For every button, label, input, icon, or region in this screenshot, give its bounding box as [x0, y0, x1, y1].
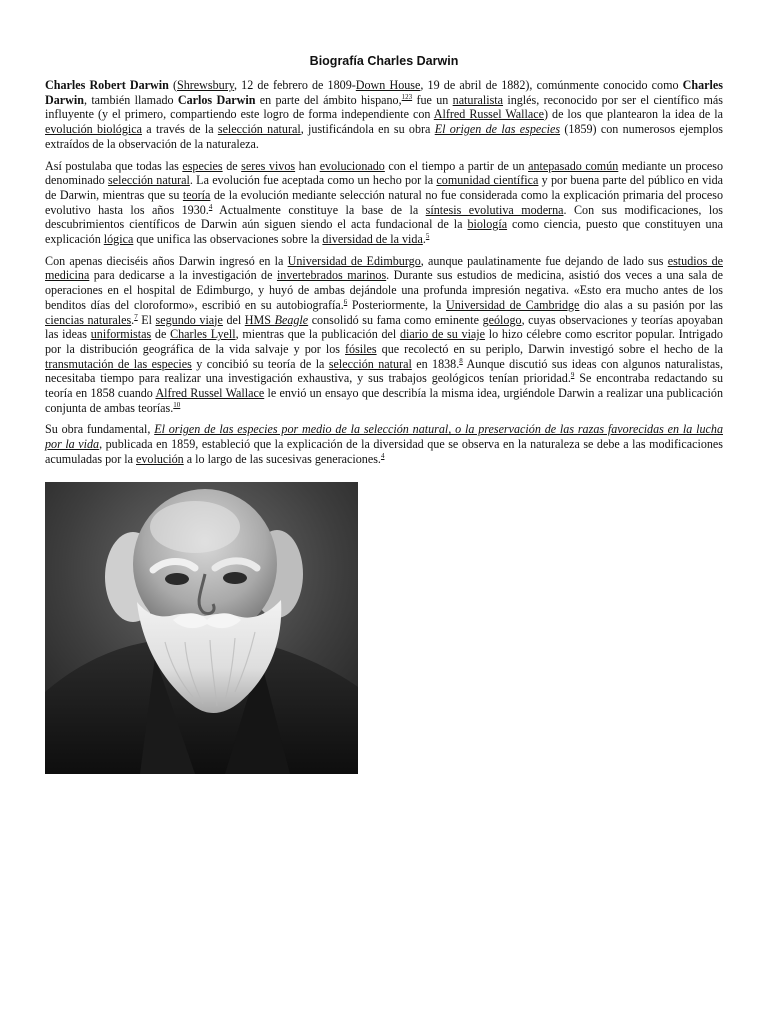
text: Posteriormente, la — [347, 297, 446, 312]
link-seleccion-natural[interactable]: selección natural — [328, 356, 412, 371]
text: Se encontraba redactando su teoría en 1858 cuando — [45, 371, 723, 401]
text: . Durante sus estudios de medicina, asistió dos veces a una sala de operaciones en el hospital de Edimburgo, y huyó de ambas dejándole una profunda impresión negativa. «Esto era mucho antes de los benditos días del cloroformo», escribió en su autobiografía. — [45, 268, 723, 312]
text: , publicada en 1859, estableció que la explicación de la diversidad que se observa en la naturaleza se debe a las modificaciones acumuladas por la — [45, 437, 723, 466]
paragraph-education — [45, 254, 723, 416]
paragraph-work — [45, 422, 723, 466]
footnote-ref[interactable]: 4 — [208, 202, 213, 211]
link-diario-viaje[interactable]: diario de su viaje — [399, 327, 486, 342]
text: , 12 de febrero de 1809- — [234, 78, 356, 92]
footnote-ref[interactable]: 10 — [173, 400, 181, 409]
text: Aunque discutió sus ideas con algunos naturalistas, necesitaba tiempo para realizar una investigación exhaustiva, y sus trabajos geológicos tenían prioridad. — [45, 356, 723, 386]
text: de — [151, 327, 171, 342]
link-segundo-viaje[interactable]: segundo viaje — [155, 312, 223, 327]
link-seres-vivos[interactable]: seres vivos — [241, 158, 296, 173]
footnote-ref[interactable]: 4 — [380, 451, 385, 460]
text: en parte del ámbito hispano, — [255, 92, 402, 107]
paragraph-evolution — [45, 159, 723, 247]
link-alfred-russel-wallace[interactable]: Alfred Russel Wallace — [433, 107, 544, 122]
text: a través de la — [142, 122, 218, 137]
text: , mientras que la publicación del — [235, 327, 400, 342]
text: fue un — [412, 92, 453, 107]
link-diversidad-vida[interactable]: diversidad de la vida — [322, 232, 423, 247]
text: Su obra fundamental, — [45, 422, 155, 437]
link-seleccion-natural[interactable]: selección natural — [217, 122, 301, 137]
text: ) de los que plantearon la idea de la — [544, 107, 723, 122]
link-naturalista[interactable]: naturalista — [452, 92, 504, 107]
text: (1859) con numerosos ejemplos extraídos de la observación de la naturaleza. — [45, 122, 723, 151]
bold-name: Charles Darwin — [45, 78, 723, 107]
text: , justificándola en su obra — [300, 122, 435, 137]
text: a lo largo de las sucesivas generaciones. — [183, 451, 381, 466]
link-especies[interactable]: especies — [182, 158, 223, 173]
link-origen-especies-full[interactable]: El origen de las especies por medio de la selección natural, o la preservación de las razas favorecidas en la lucha por la vida — [45, 422, 723, 452]
footnote-ref[interactable]: 123 — [401, 92, 413, 101]
link-evolucion[interactable]: evolución — [136, 451, 184, 466]
link-seleccion-natural[interactable]: selección natural — [108, 173, 190, 188]
text: y por buena parte del público en vida de Darwin, mientras que su — [45, 173, 724, 202]
link-estudios-medicina[interactable]: estudios de medicina — [45, 253, 723, 283]
bold-name: Charles Robert Darwin — [45, 78, 169, 92]
page-title: Biografía Charles Darwin — [309, 54, 459, 68]
text: . — [422, 232, 426, 247]
text: de la evolución mediante selección natural no fue considerada como la explicación primaria del proceso evolutivo hasta los años 1930. — [45, 187, 723, 217]
link-biologia[interactable]: biología — [467, 217, 508, 232]
text: , también llamado — [83, 92, 178, 107]
text: en 1838. — [411, 356, 460, 371]
text: Así postulaba que todas las — [45, 158, 183, 173]
link-uniformistas[interactable]: uniformistas — [90, 327, 152, 342]
document-page — [45, 52, 723, 474]
link-geologo[interactable]: geólogo — [482, 312, 522, 327]
footnote-ref[interactable]: 8 — [459, 356, 463, 365]
text: le envió un ensayo que describía la misma idea, urgiéndole Darwin a realizar una publicación conjunta de ambas teorías. — [45, 386, 724, 415]
text: , 19 de abril de 1882), comúnmente conocido como — [420, 78, 683, 92]
link-transmutacion-especies[interactable]: transmutación de las especies — [45, 356, 192, 371]
text: han — [295, 158, 320, 173]
text: . Con sus modificaciones, los descubrimientos científicos de Darwin aún siguen siendo el acta fundacional de la — [45, 202, 723, 232]
link-shrewsbury[interactable]: Shrewsbury — [177, 78, 234, 92]
link-evolucionado[interactable]: evolucionado — [319, 158, 385, 173]
link-hms-beagle[interactable] — [245, 313, 308, 327]
text: que unifica las observaciones sobre la — [133, 232, 323, 247]
text: de — [222, 158, 242, 173]
text: Actualmente constituye la base de la — [212, 202, 426, 217]
text: . La evolución fue aceptada como un hecho por la — [189, 173, 437, 188]
bold-name: Carlos Darwin — [177, 92, 256, 107]
text: como ciencia, puesto que constituyen una explicación — [45, 217, 723, 247]
text: y concibió su teoría de la — [191, 356, 329, 371]
footnote-ref[interactable]: 7 — [134, 312, 138, 321]
footnote-ref[interactable]: 6 — [343, 297, 348, 306]
link-teoria[interactable]: teoría — [182, 187, 211, 202]
link-fosiles[interactable]: fósiles — [345, 341, 377, 356]
footnote-ref[interactable]: 9 — [570, 371, 575, 380]
text: con el tiempo a partir de un — [384, 158, 529, 173]
text: El — [137, 312, 156, 327]
text: . — [131, 312, 135, 327]
text: consolidó su fama como eminente — [308, 312, 483, 327]
darwin-portrait-photo — [45, 482, 358, 774]
link-hms-prefix: HMS — [244, 312, 275, 327]
paragraph-intro — [45, 78, 723, 152]
text: que recolectó en su periplo, Darwin investigó sobre el hecho de la — [376, 341, 723, 356]
text: del — [222, 312, 245, 327]
link-invertebrados-marinos[interactable]: invertebrados marinos — [276, 268, 387, 283]
text: , aunque paulatinamente fue dejando de lado sus — [420, 253, 668, 268]
link-logica[interactable]: lógica — [103, 232, 134, 247]
footnote-ref[interactable]: 5 — [425, 232, 430, 241]
link-beagle-italic: Beagle — [274, 312, 309, 327]
link-down-house[interactable]: Down House — [355, 78, 421, 92]
bearded-man-portrait-icon — [45, 482, 358, 774]
link-sintesis-evolutiva[interactable]: síntesis evolutiva moderna — [425, 202, 564, 217]
link-antepasado-comun[interactable]: antepasado común — [528, 158, 619, 173]
text: lo hizo célebre como escritor popular. Intrigado por la distribución geográfica de la vida salvaje y por los — [45, 327, 723, 356]
link-alfred-russel-wallace[interactable]: Alfred Russel Wallace — [155, 386, 265, 401]
text: inglés, reconocido por ser el científico más influyente (y el primero, compartiendo este logro de forma independiente con — [45, 92, 723, 122]
link-universidad-cambridge[interactable]: Universidad de Cambridge — [445, 297, 580, 312]
text: mediante un proceso denominado — [45, 158, 723, 188]
text: dio alas a su pasión por las — [579, 297, 724, 312]
text: Con apenas dieciséis años Darwin ingresó en la — [45, 253, 288, 268]
link-charles-lyell[interactable]: Charles Lyell — [170, 327, 236, 342]
link-universidad-edimburgo[interactable]: Universidad de Edimburgo — [287, 253, 421, 268]
link-comunidad-cientifica[interactable]: comunidad científica — [436, 173, 539, 188]
link-ciencias-naturales[interactable]: ciencias naturales — [45, 312, 132, 327]
text: ( — [168, 78, 177, 92]
text: para dedicarse a la investigación de — [89, 268, 277, 283]
link-origen-especies[interactable]: El origen de las especies — [434, 122, 561, 137]
link-evolucion-biologica[interactable]: evolución biológica — [45, 122, 142, 137]
text: , cuyas observaciones y teorías apoyaban las ideas — [45, 312, 723, 342]
